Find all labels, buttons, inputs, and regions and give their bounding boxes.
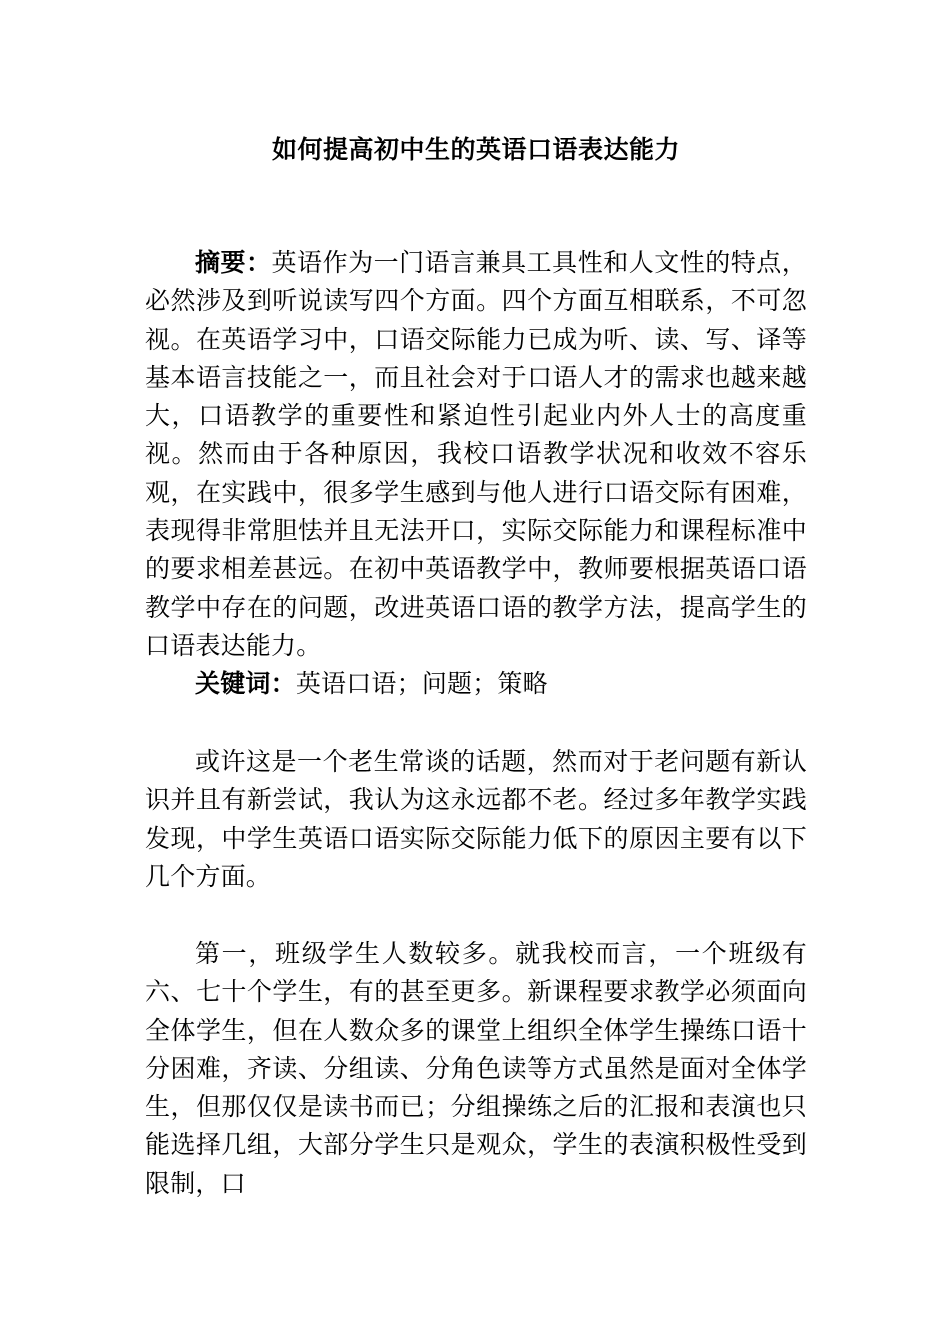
keywords-text: 英语口语；问题；策略 bbox=[295, 669, 548, 698]
abstract-paragraph bbox=[145, 244, 807, 665]
keywords-paragraph bbox=[145, 665, 807, 703]
body-paragraph-first-point: 第一，班级学生人数较多。就我校而言，一个班级有六、七十个学生，有的甚至更多。新课程要求教学必须面向全体学生，但在人数众多的课堂上组织全体学生操练口语十分困难，齐读、分组读、分角色读等方式虽然是面对全体学生，但那仅仅是读书而已；分组操练之后的汇报和表演也只能选择几组，大部分学生只是观众，学生的表演积极性受到限制，口 bbox=[145, 939, 807, 1198]
abstract-label: 摘要： bbox=[195, 248, 272, 277]
abstract-text: 英语作为一门语言兼具工具性和人文性的特点，必然涉及到听说读写四个方面。四个方面互相联系，不可忽视。在英语学习中，口语交际能力已成为听、读、写、译等基本语言技能之一，而且社会对于口语人才的需求也越来越大，口语教学的重要性和紧迫性引起业内外人士的高度重视。然而由于各种原因，我校口语教学状况和收效不容乐观，在实践中，很多学生感到与他人进行口语交际有困难，表现得非常胆怯并且无法开口，实际交际能力和课程标准中的要求相差甚远。在初中英语教学中，教师要根据英语口语教学中存在的问题，改进英语口语的教学方法，提高学生的口语表达能力。 bbox=[145, 248, 807, 660]
keywords-label: 关键词： bbox=[195, 669, 296, 698]
document-title: 如何提高初中生的英语口语表达能力 bbox=[271, 135, 680, 164]
body-paragraph-intro: 或许这是一个老生常谈的话题，然而对于老问题有新认识并且有新尝试，我认为这永远都不老。经过多年教学实践发现，中学生英语口语实际交际能力低下的原因主要有以下几个方面。 bbox=[145, 747, 807, 891]
